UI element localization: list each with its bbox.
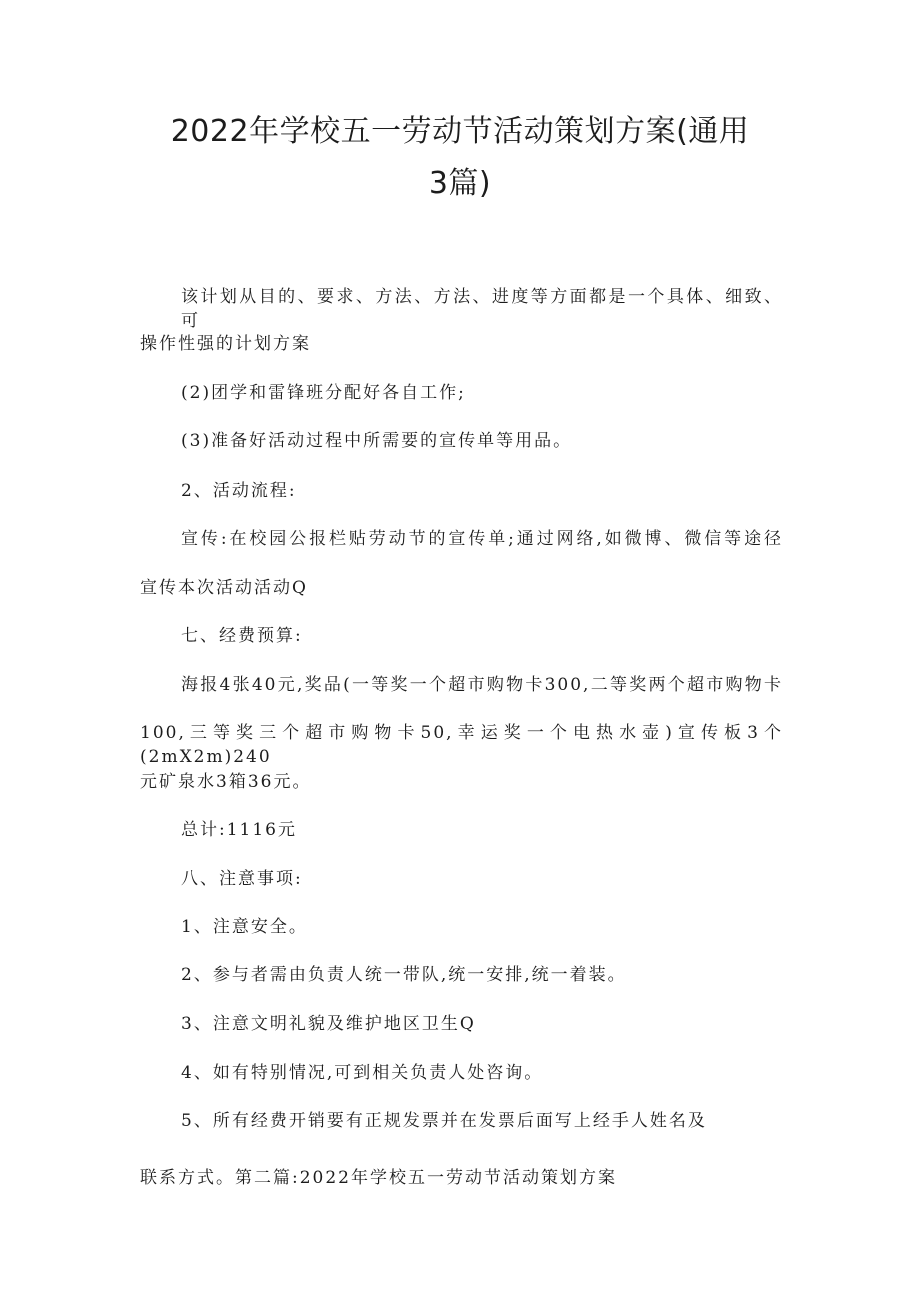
list-item: 4、如有特别情况,可到相关负责人处咨询。: [181, 1063, 544, 1083]
paragraph-line: 元矿泉水3箱36元。: [140, 772, 312, 792]
document-title: [120, 106, 800, 210]
paragraph-line: 总计:1116元: [181, 820, 297, 840]
list-item: 3、注意文明礼貌及维护地区卫生Q: [181, 1014, 476, 1034]
list-item: 1、注意安全。: [181, 917, 308, 937]
paragraph-line: 海报4张40元,奖品(一等奖一个超市购物卡300,二等奖两个超市购物卡: [181, 675, 783, 695]
section-heading: 七、经费预算:: [181, 626, 303, 646]
paragraph-line: 该计划从目的、要求、方法、方法、进度等方面都是一个具体、细致、可: [181, 287, 783, 331]
list-item: 2、参与者需由负责人统一带队,统一安排,统一着装。: [181, 965, 627, 985]
section-heading: 2、活动流程:: [181, 481, 297, 501]
paragraph-line: 操作性强的计划方案: [140, 334, 311, 354]
list-item: 5、所有经费开销要有正规发票并在发票后面写上经手人姓名及: [181, 1111, 707, 1131]
paragraph-line: (3)准备好活动过程中所需要的宣传单等用品。: [181, 431, 573, 451]
paragraph-line: 联系方式。第二篇:2022年学校五一劳动节活动策划方案: [140, 1168, 617, 1188]
section-heading: 八、注意事项:: [181, 869, 303, 889]
paragraph-line: 宣传本次活动活动Q: [140, 578, 308, 598]
title-line-2: 3篇): [428, 166, 492, 201]
title-line-1: 2022年学校五一劳动节活动策划方案(通用: [170, 114, 750, 149]
paragraph-line: (2)团学和雷锋班分配好各自工作;: [181, 383, 466, 403]
paragraph-line: 100,三等奖三个超市购物卡50,幸运奖一个电热水壶)宣传板3个(2mX2m)240: [140, 723, 783, 767]
paragraph-line: 宣传:在校园公报栏贴劳动节的宣传单;通过网络,如微博、微信等途径: [181, 529, 783, 549]
